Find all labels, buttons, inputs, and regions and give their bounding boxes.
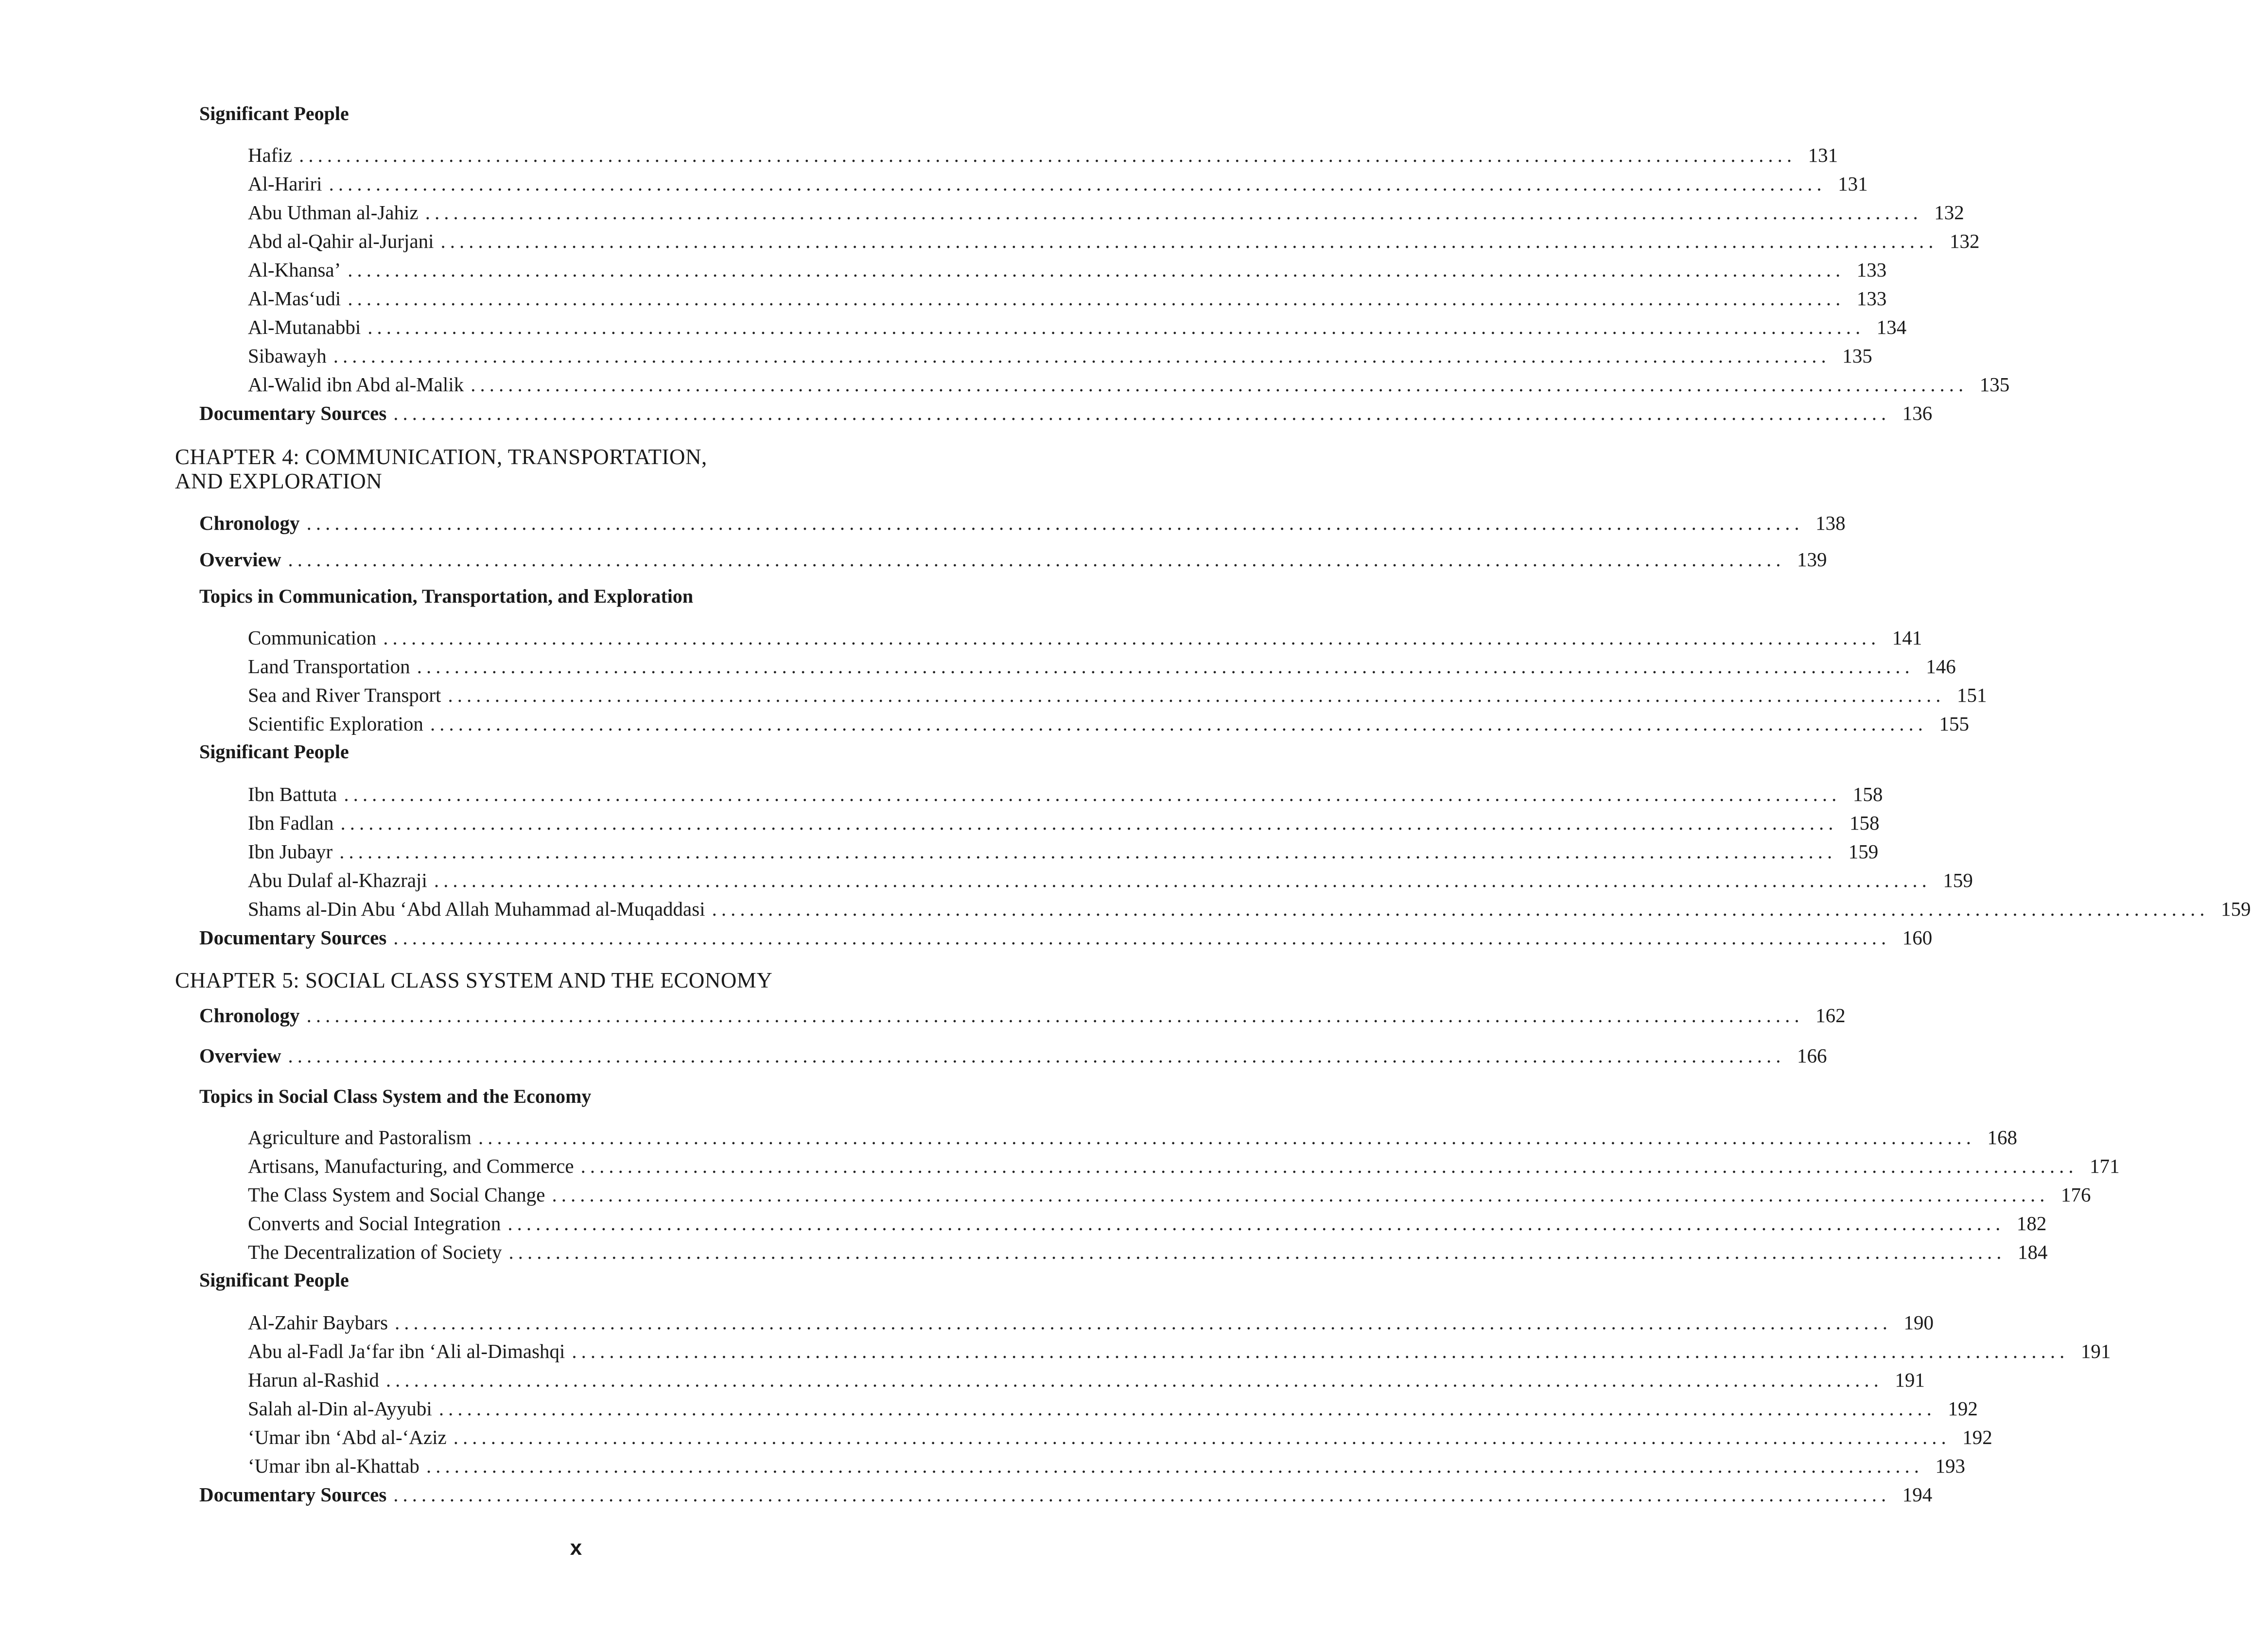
toc-entry-label: Documentary Sources — [199, 926, 387, 949]
dot-leader: ................................................................................................................................................................ — [580, 1155, 2078, 1177]
toc-entry-page: 162 — [1815, 1004, 1846, 1026]
dot-leader: ................................................................................................................................................................ — [393, 1483, 1891, 1506]
toc-entry[interactable] — [248, 225, 1980, 254]
toc-entry[interactable] — [248, 806, 1880, 835]
dot-leader: ................................................................................................................................................................ — [344, 783, 1841, 805]
toc-entry-overview[interactable] — [199, 1039, 1827, 1068]
toc-entry-overview[interactable] — [199, 543, 1827, 572]
toc-entry-documentary[interactable] — [199, 397, 1933, 426]
toc-entry-label: Documentary Sources — [199, 402, 387, 424]
section-heading — [0, 1264, 1351, 1293]
toc-entry[interactable] — [248, 678, 1987, 708]
toc-entry-page: 182 — [2016, 1212, 2047, 1235]
toc-entry[interactable] — [248, 621, 1922, 650]
toc-entry-label: Abu Uthman al-Jahiz — [248, 201, 419, 224]
dot-leader: ................................................................................................................................................................ — [471, 373, 1968, 396]
toc-entry-page: 191 — [2080, 1340, 2111, 1362]
dot-leader: ................................................................................................................................................................ — [383, 626, 1881, 649]
toc-entry-page: 133 — [1856, 287, 1887, 310]
toc-entry[interactable] — [248, 892, 2251, 922]
dot-leader: ................................................................................................................................................................ — [425, 201, 1922, 224]
toc-entry[interactable] — [248, 368, 2010, 397]
section-heading-text: Significant People — [199, 741, 349, 763]
section-heading-text: Significant People — [199, 103, 349, 124]
dot-leader: ................................................................................................................................................................ — [329, 173, 1826, 195]
toc-entry-documentary[interactable] — [199, 921, 1933, 950]
dot-leader: ................................................................................................................................................................ — [393, 926, 1891, 949]
dot-leader: ................................................................................................................................................................ — [339, 840, 1837, 863]
toc-entry[interactable] — [248, 167, 1868, 196]
dot-leader: ................................................................................................................................................................ — [552, 1183, 2049, 1206]
toc-entry-page: 135 — [1842, 345, 1872, 367]
dot-leader: ................................................................................................................................................................ — [367, 316, 1865, 338]
toc-entry[interactable] — [248, 1335, 2111, 1364]
toc-entry-page: 158 — [1850, 812, 1880, 834]
toc-entry-label: The Class System and Social Change — [248, 1183, 545, 1206]
toc-entry-documentary[interactable] — [199, 1478, 1933, 1507]
toc-entry-label: Hafiz — [248, 144, 293, 166]
dot-leader: ................................................................................................................................................................ — [453, 1426, 1951, 1448]
toc-entry-label: Artisans, Manufacturing, and Commerce — [248, 1155, 574, 1177]
toc-entry-label: Sibawayh — [248, 345, 327, 367]
toc-entry-page: 192 — [1962, 1426, 1992, 1448]
toc-entry-page: 168 — [1987, 1126, 2018, 1148]
section-heading — [0, 735, 1351, 765]
toc-entry-page: 155 — [1939, 713, 1969, 735]
toc-entry-page: 190 — [1903, 1311, 1934, 1334]
toc-entry-page: 194 — [1902, 1483, 1933, 1506]
toc-entry-page: 132 — [1934, 201, 1964, 224]
toc-entry[interactable] — [248, 707, 1969, 736]
section-heading-text: Significant People — [199, 1269, 349, 1291]
dot-leader: ................................................................................................................................................................ — [348, 287, 1845, 310]
toc-entry[interactable] — [248, 1207, 2047, 1236]
toc-entry-page: 184 — [2018, 1241, 2048, 1263]
toc-entry[interactable] — [248, 1392, 1978, 1421]
toc-entry-label: Sea and River Transport — [248, 684, 441, 706]
toc-entry-page: 141 — [1892, 626, 1922, 649]
toc-entry-chronology[interactable] — [199, 999, 1846, 1028]
dot-leader: ................................................................................................................................................................ — [417, 655, 1914, 678]
toc-entry-label: Chronology — [199, 512, 300, 534]
dot-leader: ................................................................................................................................................................ — [333, 345, 1831, 367]
toc-entry-page: 171 — [2090, 1155, 2120, 1177]
toc-entry-page: 193 — [1935, 1455, 1965, 1477]
toc-entry[interactable] — [248, 778, 1883, 807]
toc-entry-label: Salah al-Din al-Ayyubi — [248, 1397, 432, 1420]
toc-entry-label: Abu Dulaf al-Khazraji — [248, 869, 427, 891]
toc-entry[interactable] — [248, 1121, 2018, 1150]
toc-entry-page: 159 — [2221, 898, 2251, 920]
toc-entry[interactable] — [248, 1363, 1925, 1392]
toc-entry[interactable] — [248, 282, 1887, 311]
dot-leader: ................................................................................................................................................................ — [385, 1369, 1883, 1391]
toc-entry[interactable] — [248, 835, 1879, 864]
dot-leader: ................................................................................................................................................................ — [426, 1455, 1923, 1477]
toc-entry-page: 159 — [1943, 869, 1973, 891]
toc-entry[interactable] — [248, 196, 1964, 225]
toc-entry-label: Al-Zahir Baybars — [248, 1311, 388, 1334]
dot-leader: ................................................................................................................................................................ — [288, 1044, 1785, 1067]
toc-entry[interactable] — [248, 1149, 2120, 1179]
toc-entry[interactable] — [248, 1449, 1965, 1478]
toc-entry[interactable] — [248, 1306, 1934, 1335]
toc-entry-label: Al-Walid ibn Abd al-Malik — [248, 373, 464, 396]
toc-entry[interactable] — [248, 1178, 2091, 1207]
dot-leader: ................................................................................................................................................................ — [348, 259, 1845, 281]
dot-leader: ................................................................................................................................................................ — [306, 512, 1804, 534]
toc-entry-label: Scientific Exploration — [248, 713, 423, 735]
dot-leader: ................................................................................................................................................................ — [478, 1126, 1976, 1148]
dot-leader: ................................................................................................................................................................ — [438, 1397, 1936, 1420]
toc-entry-page: 136 — [1902, 402, 1933, 424]
section-heading — [0, 580, 1351, 609]
chapter-title-line: CHAPTER 5: SOCIAL CLASS SYSTEM AND THE ECONOMY — [175, 968, 773, 992]
toc-entry-page: 192 — [1948, 1397, 1978, 1420]
toc-entry-label: Converts and Social Integration — [248, 1212, 501, 1235]
toc-entry[interactable] — [248, 1421, 1992, 1450]
section-heading — [0, 97, 1351, 126]
dot-leader: ................................................................................................................................................................ — [572, 1340, 2069, 1362]
toc-entry-label: Overview — [199, 548, 281, 571]
toc-entry-page: 158 — [1852, 783, 1883, 805]
toc-entry-page: 131 — [1808, 144, 1838, 166]
toc-entry-page: 138 — [1815, 512, 1846, 534]
dot-leader: ................................................................................................................................................................ — [434, 869, 1931, 891]
dot-leader: ................................................................................................................................................................ — [340, 812, 1838, 834]
dot-leader: ................................................................................................................................................................ — [508, 1241, 2006, 1263]
toc-entry-label: Land Transportation — [248, 655, 410, 678]
dot-leader: ................................................................................................................................................................ — [440, 230, 1938, 252]
toc-entry-label: Ibn Jubayr — [248, 840, 333, 863]
chapter-title-line: CHAPTER 4: COMMUNICATION, TRANSPORTATION, — [175, 445, 707, 469]
dot-leader: ................................................................................................................................................................ — [448, 684, 1945, 706]
dot-leader: ................................................................................................................................................................ — [393, 402, 1891, 424]
toc-entry[interactable] — [248, 1235, 2048, 1265]
toc-entry-page: 146 — [1926, 655, 1956, 678]
toc-entry[interactable] — [248, 650, 1956, 679]
toc-entry-label: Chronology — [199, 1004, 300, 1026]
dot-leader: ................................................................................................................................................................ — [306, 1004, 1804, 1026]
toc-entry-page: 159 — [1848, 840, 1879, 863]
toc-entry-page: 132 — [1950, 230, 1980, 252]
toc-entry-label: Al-Hariri — [248, 173, 322, 195]
toc-entry-page: 176 — [2061, 1183, 2091, 1206]
section-heading-text: Topics in Communication, Transportation, and Exploration — [199, 585, 694, 607]
toc-entry[interactable] — [248, 139, 1838, 168]
toc-entry-page: 139 — [1797, 548, 1827, 571]
toc-entry-label: Agriculture and Pastoralism — [248, 1126, 472, 1148]
toc-entry-chronology[interactable] — [199, 506, 1846, 536]
toc-entry-page: 133 — [1856, 259, 1887, 281]
toc-entry[interactable] — [248, 339, 1872, 368]
dot-leader: ................................................................................................................................................................ — [712, 898, 2209, 920]
dot-leader: ................................................................................................................................................................ — [507, 1212, 2005, 1235]
toc-entry-label: Ibn Battuta — [248, 783, 337, 805]
chapter-title-line: AND EXPLORATION — [175, 469, 383, 493]
toc-entry-page: 151 — [1956, 684, 1987, 706]
toc-entry-page: 191 — [1895, 1369, 1925, 1391]
toc-entry-label: Shams al-Din Abu ‘Abd Allah Muhammad al-Muqaddasi — [248, 898, 705, 920]
toc-entry-label: Harun al-Rashid — [248, 1369, 379, 1391]
toc-entry[interactable] — [248, 311, 1907, 340]
toc-entry-label: Al-Mas‘udi — [248, 287, 341, 310]
toc-entry-label: Al-Mutanabbi — [248, 316, 361, 338]
dot-leader: ................................................................................................................................................................ — [430, 713, 1927, 735]
section-heading-text: Topics in Social Class System and the Economy — [199, 1085, 592, 1107]
toc-entry-page: 135 — [1979, 373, 2010, 396]
toc-entry-label: The Decentralization of Society — [248, 1241, 502, 1263]
toc-entry[interactable] — [248, 253, 1887, 282]
dot-leader: ................................................................................................................................................................ — [288, 548, 1785, 571]
toc-entry-label: Abu al-Fadl Ja‘far ibn ‘Ali al-Dimashqi — [248, 1340, 565, 1362]
toc-entry-page: 166 — [1797, 1044, 1827, 1067]
toc-entry-label: Al-Khansa’ — [248, 259, 341, 281]
toc-entry-label: Documentary Sources — [199, 1483, 387, 1506]
toc-entry-label: Abd al-Qahir al-Jurjani — [248, 230, 434, 252]
toc-entry-label: ‘Umar ibn ‘Abd al-‘Aziz — [248, 1426, 447, 1448]
toc-entry-label: Ibn Fadlan — [248, 812, 334, 834]
toc-entry-page: 134 — [1876, 316, 1907, 338]
toc-entry-page: 131 — [1838, 173, 1868, 195]
chapter-title — [0, 964, 1327, 993]
toc-entry[interactable] — [248, 864, 1973, 893]
section-heading — [0, 1080, 1351, 1109]
chapter-title — [0, 465, 1327, 494]
toc-entry-label: Communication — [248, 626, 377, 649]
toc-entry-page: 160 — [1902, 926, 1933, 949]
toc-entry-label: Overview — [199, 1044, 281, 1067]
dot-leader: ................................................................................................................................................................ — [395, 1311, 1892, 1334]
dot-leader: ................................................................................................................................................................ — [299, 144, 1797, 166]
toc-entry-label: ‘Umar ibn al-Khattab — [248, 1455, 419, 1477]
page-number: x — [570, 1536, 582, 1560]
